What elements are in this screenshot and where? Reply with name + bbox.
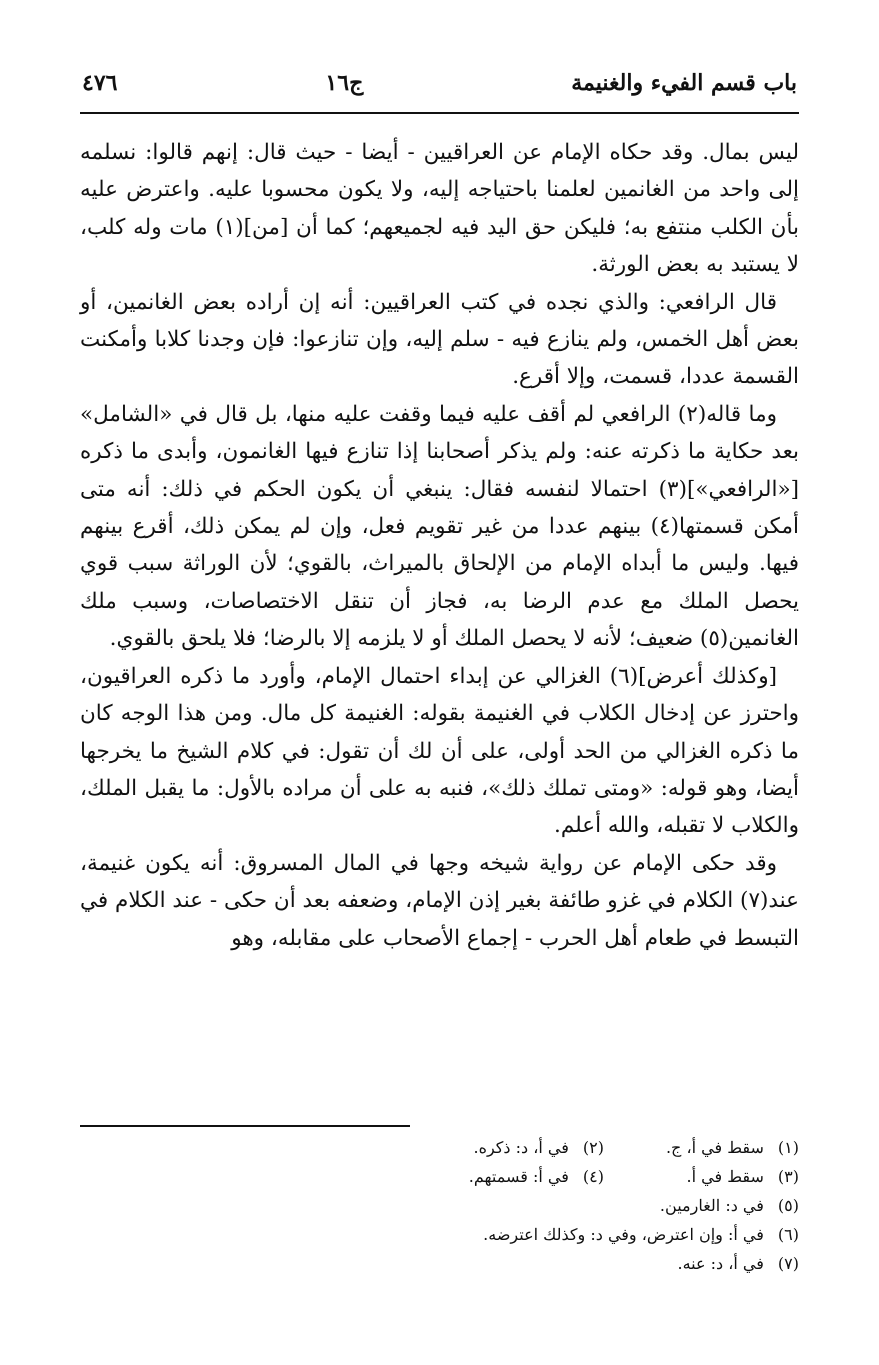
paragraph: وما قاله(٢) الرافعي لم أقف عليه فيما وقفت عليه منها، بل قال في «الشامل» بعد حكاية ما ذكرته عنه: ولم يذكر أصحابنا إذا تنازع فيها الغانمون، وأبدى ما ذكره [«الرافعي»](٣) احتمالا لنفسه فقال: ينبغي أن يكون الحكم في ذلك: أنه متى أمكن قسمتها(٤) بينهم عددا من غير تقويم فعل، وإن لم يمكن ذلك، أقرع بينهم فيها. وليس ما أبداه الإمام من الإلحاق بالميراث، بالقوي؛ لأن الوراثة سبب قوي يحصل الملك مع عدم الرضا به، فجاز أن تنقل الاختصاصات، وسبب ملك الغانمين(٥) ضعيف؛ لأنه لا يحصل الملك أو لا يلزمه إلا بالرضا؛ فلا يلحق بالقوي. (80, 401, 799, 652)
footnote-text: سقط في أ، ج. (665, 1138, 764, 1157)
footnote-rule (80, 1125, 410, 1127)
footnote (678, 1249, 800, 1278)
page-number: ٤٧٦ (82, 70, 118, 96)
paragraph: وقد حكى الإمام عن رواية شيخه وجها في المال المسروق: أنه يكون غنيمة، عند(٧) الكلام في غزو طائفة بغير إذن الإمام، وضعفه بعد أن حكى - عند الكلام في التبسط في طعام أهل الحرب - إجماع الأصحاب على مقابله، وهو (80, 850, 799, 951)
footnote-number: (٦) (777, 1225, 799, 1244)
footnote (409, 1133, 604, 1162)
footnote-row (80, 1220, 799, 1249)
footnote-number: (٢) (582, 1138, 604, 1157)
footnote-row (80, 1191, 799, 1220)
volume-label: ج١٦ (325, 70, 364, 96)
chapter-title: باب قسم الفيء والغنيمة (571, 70, 797, 96)
running-header (80, 60, 799, 114)
paragraph: [وكذلك أعرض](٦) الغزالي عن إبداء احتمال الإمام، وأورد ما ذكره العراقيون، واحترز عن إدخال الكلاب في الغنيمة بقوله: الغنيمة كل مال. ومن هذا الوجه كان ما ذكره الغزالي من الحد أولى، على أن لك أن تقول: في كلام الشيخ ما يخرجها أيضا، وهو قوله: «ومتى تملك ذلك»، فنبه به على أن مراده بالأول: ما يقبل الملك، والكلاب لا تقبله، والله أعلم. (80, 663, 799, 839)
footnote (604, 1162, 799, 1191)
footnote-row (80, 1249, 799, 1278)
footnote-number: (٤) (582, 1167, 604, 1186)
paragraph: قال الرافعي: والذي نجده في كتب العراقيين: أنه إن أراده بعض الغانمين، أو بعض أهل الخمس، ولم ينازع فيه - سلم إليه، وإن تنازعوا: فإن وجدنا كلابا وأمكنت القسمة عددا، قسمت، وإلا أقرع. (80, 289, 799, 390)
footnotes (80, 1125, 799, 1278)
footnote-text: في أ: قسمتهم. (468, 1167, 569, 1186)
paragraph: ليس بمال. وقد حكاه الإمام عن العراقيين - أيضا - حيث قال: إنهم قالوا: نسلمه إلى واحد من الغانمين لعلمنا باحتياجه إليه، ولا يكون محسوبا عليه. واعترض عليه بأن الكلب منتفع به؛ فليكن حق اليد فيه لجميعهم؛ كما أن [من](١) مات وله كلب، لا يستبد به بعض الورثة. (80, 140, 800, 278)
footnote-number: (٧) (777, 1254, 799, 1273)
footnote-divider (80, 1125, 799, 1127)
footnote (604, 1133, 799, 1162)
footnote-number: (١) (777, 1138, 799, 1157)
footnote-row (80, 1162, 799, 1191)
footnote-number: (٥) (777, 1196, 799, 1215)
footnote (409, 1162, 604, 1191)
footnote-text: في د: الغارمين. (659, 1196, 764, 1215)
footnote-text: في أ: وإن اعترض، وفي د: وكذلك اعترضه. (483, 1225, 764, 1244)
footnote-number: (٣) (777, 1167, 799, 1186)
footnote-text: في أ، د: عنه. (677, 1254, 764, 1273)
main-text (80, 134, 799, 957)
footnote-row (80, 1133, 799, 1162)
footnote-text: في أ، د: ذكره. (473, 1138, 569, 1157)
footnote (660, 1191, 799, 1220)
footnote (483, 1220, 799, 1249)
book-page (80, 60, 799, 1325)
footnote-text: سقط في أ. (686, 1167, 764, 1186)
